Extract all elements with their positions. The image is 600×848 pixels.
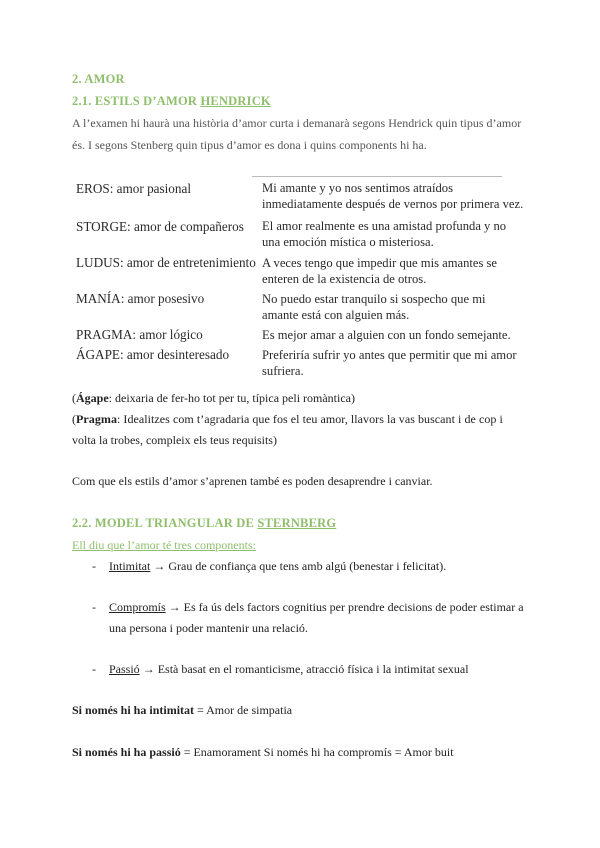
arrow: → [150, 559, 169, 573]
bullet-dash: - [92, 662, 96, 676]
pragma-term: Pragma [76, 412, 117, 426]
love-styles-table [72, 176, 524, 386]
component-compromis-line2: una persona i poder mantenir una relació. [109, 621, 308, 635]
intro-line-1: A l’examen hi haurà una història d’amor curta i demanarà segons Hendrick quin tipus d’amor [72, 116, 522, 130]
heading-estils-prefix: 2.1. ESTILS D’AMOR [72, 94, 201, 108]
heading-estils-amor [72, 94, 271, 109]
only-intimitat-text: = Amor de simpatia [194, 703, 293, 717]
component-intimitat [109, 559, 446, 574]
sternberg-link[interactable]: STERNBERG [257, 516, 337, 530]
example-line: una emoción mística o misteriosa. [262, 235, 434, 249]
style-desc: amor lógico [136, 327, 203, 342]
component-text: Grau de confiança que tens amb algú (benestar i felicitat). [168, 559, 447, 573]
paren: ( [72, 391, 76, 405]
style-label [76, 219, 244, 235]
style-label [76, 255, 256, 271]
heading-model-triangular [72, 516, 336, 531]
example-line: amante está con alguien más. [262, 308, 410, 322]
agape-term: Ágape [76, 391, 109, 405]
only-passio-term: Si només hi ha passió [72, 745, 181, 759]
only-passio-text: = Enamorament Si només hi ha compromís = Amor buit [180, 745, 454, 759]
example-line: El amor realmente es una amistad profunda y no [262, 219, 507, 233]
style-example [262, 327, 511, 343]
pragma-note [72, 412, 503, 427]
agape-note [72, 391, 355, 406]
style-label [76, 347, 229, 363]
intro-line-2: és. I segons Stenberg quin tipus d’amor es dona i quins components hi ha. [72, 138, 427, 152]
style-desc: amor pasional [113, 181, 192, 196]
component-term: Intimitat [109, 559, 151, 573]
example-line: inmediatamente después de vernos por primera vez. [262, 197, 524, 211]
style-example [262, 218, 506, 250]
style-desc: amor de compañeros [130, 219, 244, 234]
agape-text: : deixaria de fer-ho tot per tu, típica peli romàntica) [108, 391, 355, 405]
style-label [76, 327, 203, 343]
example-line: sufriera. [262, 364, 304, 378]
heading-amor: 2. AMOR [72, 72, 125, 86]
style-example [262, 347, 517, 379]
style-example [262, 255, 497, 287]
example-line: A veces tengo que impedir que mis amantes se [262, 256, 498, 270]
component-text: Està basat en el romanticisme, atracció física i la intimitat sexual [157, 662, 469, 676]
style-example [262, 180, 523, 212]
example-line: Es mejor amar a alguien con un fondo semejante. [262, 328, 511, 342]
style-name: PRAGMA: [76, 327, 137, 342]
style-label [76, 291, 204, 307]
pragma-note-line2: volta la trobes, compleix els teus requisits) [72, 433, 277, 447]
style-desc: amor posesivo [124, 291, 205, 306]
only-intimitat-line [72, 703, 292, 718]
style-label [76, 181, 191, 197]
style-name: STORGE: [76, 219, 131, 234]
style-desc: amor de entretenimiento [123, 255, 256, 270]
heading-model-prefix: 2.2. MODEL TRIANGULAR DE [72, 516, 258, 530]
only-intimitat-term: Si només hi ha intimitat [72, 703, 195, 717]
pragma-text: : Idealitzes com t’agradaria que fos el teu amor, llavors la vas buscant i de cop i [117, 412, 503, 426]
component-term: Passió [109, 662, 140, 676]
bullet-dash: - [92, 600, 96, 614]
style-example [262, 291, 486, 323]
style-desc: amor desinteresado [123, 347, 230, 362]
style-name: EROS: [76, 181, 114, 196]
component-compromis [109, 600, 524, 615]
bullet-dash: - [92, 559, 96, 573]
arrow: → [139, 662, 158, 676]
table-top-rule [252, 176, 502, 177]
hendrick-link[interactable]: HENDRICK [200, 94, 271, 108]
only-passio-line [72, 745, 454, 760]
unlearn-line: Com que els estils d’amor s’aprenen també es poden desaprendre i canviar. [72, 474, 433, 488]
component-text: Es fa ús dels factors cognitius per prendre decisions de poder estimar a [183, 600, 524, 614]
example-line: Mi amante y yo nos sentimos atraídos [262, 181, 453, 195]
style-name: MANÍA: [76, 291, 125, 306]
component-term: Compromís [109, 600, 166, 614]
components-intro: Ell diu que l’amor té tres components: [72, 538, 256, 552]
example-line: Preferiría sufrir yo antes que permitir que mi amor [262, 348, 517, 362]
example-line: No puedo estar tranquilo si sospecho que mi [262, 292, 486, 306]
example-line: enteren de la existencia de otros. [262, 272, 427, 286]
component-passio [109, 662, 469, 677]
style-name: LUDUS: [76, 255, 124, 270]
style-name: ÁGAPE: [76, 347, 124, 362]
paren: ( [72, 412, 77, 426]
arrow: → [165, 600, 184, 614]
